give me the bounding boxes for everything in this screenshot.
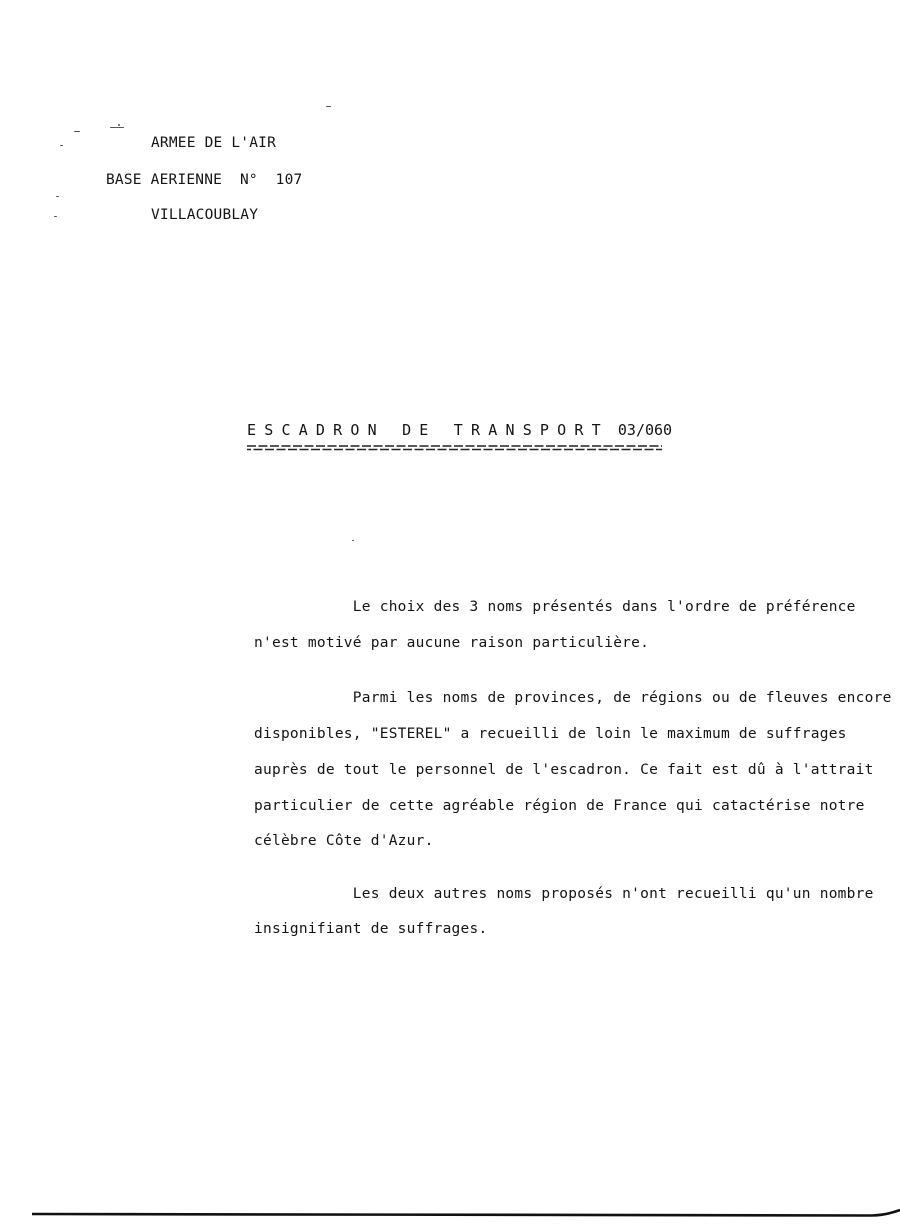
scan-speck (352, 540, 354, 541)
document-title (247, 421, 672, 439)
bottom-edge-line (32, 1206, 900, 1218)
paragraph-2-line-1: Parmi les noms de provinces, de régions ou de fleuves encore (254, 690, 892, 706)
scan-speck (56, 196, 59, 197)
scan-speck (118, 124, 120, 126)
paragraph-2-line-4: particulier de cette agréable région de France qui catactérise notre (254, 798, 865, 814)
paragraph-2-line-5: célèbre Côte d'Azur. (254, 833, 434, 849)
scan-speck (54, 216, 57, 217)
header-line-1: ARMEE DE L'AIR (151, 135, 277, 151)
header-line-2: BASE AERIENNE N° 107 (106, 172, 303, 188)
paragraph-2-line-3: auprès de tout le personnel de l'escadron. Ce fait est dû à l'attrait (254, 762, 874, 778)
scan-speck (74, 131, 80, 132)
scan-speck (110, 127, 124, 128)
paragraph-3-line-2: insignifiant de suffrages. (254, 921, 488, 937)
title-underline (247, 444, 662, 452)
scan-speck (326, 106, 331, 107)
paragraph-3-line-1: Les deux autres noms proposés n'ont recueilli qu'un nombre (254, 886, 874, 902)
paragraph-1-line-2: n'est motivé par aucune raison particulière. (254, 635, 650, 651)
title-number: 03/060 (617, 421, 673, 439)
paragraph-2-line-2: disponibles, "ESTEREL" a recueilli de loin le maximum de suffrages (254, 726, 847, 742)
paragraph-1-line-1: Le choix des 3 noms présentés dans l'ordre de préférence (254, 599, 856, 615)
scan-speck (60, 145, 63, 146)
header-line-3: VILLACOUBLAY (151, 207, 259, 223)
title-spaced-text: ESCADRON DE TRANSPORT (247, 421, 609, 439)
